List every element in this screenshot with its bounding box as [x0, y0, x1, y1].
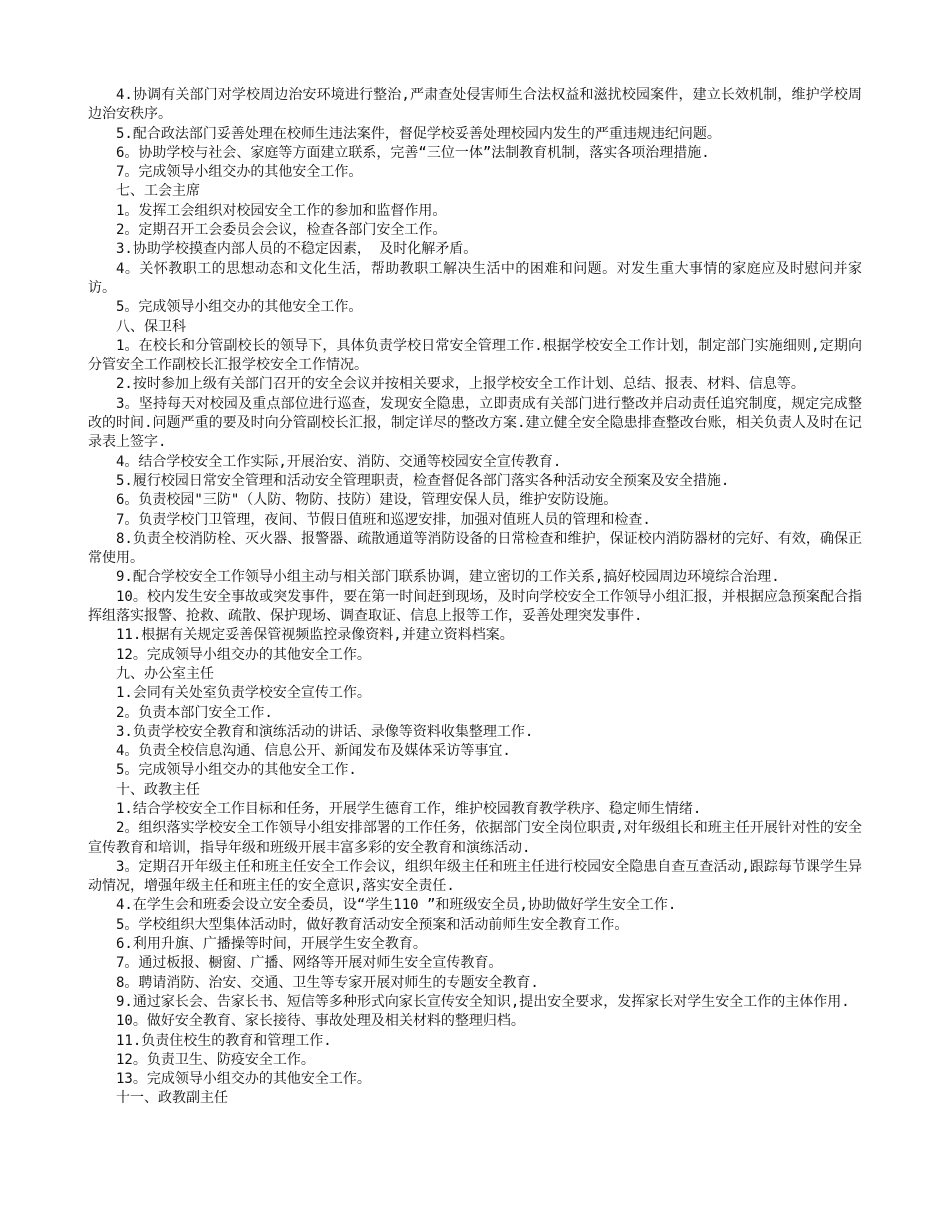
paragraph: 11.负责住校生的教育和管理工作. [116, 1032, 332, 1049]
paragraph: 8.负责全校消防栓、灭火器、报警器、疏散通道等消防设备的日常检查和维护，保证校内消防器材的完好、有效，确保正常使用。 [88, 530, 862, 567]
paragraph: 2.按时参加上级有关部门召开的安全会议并按相关要求，上报学校安全工作计划、总结、报表、材料、信息等。 [116, 376, 805, 393]
paragraph: 3.负责学校安全教育和演练活动的讲话、录像等资料收集整理工作. [116, 723, 534, 740]
paragraph: 5。完成领导小组交办的其他安全工作。 [116, 299, 363, 316]
paragraph: 11.根据有关规定妥善保管视频监控录像资料,并建立资料档案。 [116, 627, 514, 644]
paragraph: 8。聘请消防、治安、交通、卫生等专家开展对师生的专题安全教育. [116, 974, 539, 991]
paragraph: 6.利用升旗、广播操等时间，开展学生安全教育。 [116, 936, 427, 953]
paragraph: 7。负责学校门卫管理，夜间、节假日值班和巡逻安排，加强对值班人员的管理和检查. [116, 511, 651, 528]
section-heading: 十、政教主任 [116, 781, 200, 798]
paragraph: 1.结合学校安全工作目标和任务，开展学生德育工作，维护校园教育教学秩序、稳定师生情绪. [116, 800, 702, 817]
paragraph: 1。在校长和分管副校长的领导下，具体负责学校日常安全管理工作.根据学校安全工作计划，制定部门实施细则,定期向分管安全工作副校长汇报学校安全工作情况。 [88, 337, 862, 374]
paragraph: 2。组织落实学校安全工作领导小组安排部署的工作任务，依据部门安全岗位职责,对年级组长和班主任开展针对性的安全宣传教育和培训，指导年级和班级开展丰富多彩的安全教育和演练活动. [88, 820, 862, 856]
paragraph: 1。发挥工会组织对校园安全工作的参加和监督作用。 [116, 202, 447, 219]
paragraph: 9.配合学校安全工作领导小组主动与相关部门联系协调，建立密切的工作关系,搞好校园周边环境综合治理. [116, 569, 780, 586]
paragraph: 4。结合学校安全工作实际,开展治安、消防、交通等校园安全宣传教育. [116, 453, 562, 470]
paragraph: 7。完成领导小组交办的其他安全工作。 [116, 164, 363, 181]
paragraph: 12。负责卫生、防疫安全工作。 [116, 1051, 315, 1068]
paragraph: 3。坚持每天对校园及重点部位进行巡查，发现安全隐患，立即责成有关部门进行整改并启动责任追究制度，规定完成整改的时间.问题严重的要及时向分管副校长汇报，制定详尽的整改方案.建立健全安全隐患排查整改台账，相关负责人及时在记录表上签字. [88, 395, 862, 451]
paragraph: 4.在学生会和班委会设立安全委员，设“学生110 ”和班级安全员,协助做好学生安全工作. [116, 897, 677, 914]
paragraph: 4。负责全校信息沟通、信息公开、新闻发布及媒体采访等事宜. [116, 743, 511, 760]
section-heading: 九、办公室主任 [116, 665, 214, 682]
paragraph: 10。做好安全教育、家长接待、事故处理及相关材料的整理归档。 [116, 1013, 525, 1030]
paragraph: 5。学校组织大型集体活动时，做好教育活动安全预案和活动前师生安全教育工作。 [116, 916, 629, 933]
paragraph: 7。通过板报、橱窗、广播、网络等开展对师生安全宣传教育。 [116, 955, 503, 972]
paragraph: 3。定期召开年级主任和班主任安全工作会议，组织年级主任和班主任进行校园安全隐患自查互查活动,跟踪每节课学生异动情况，增强年级主任和班主任的安全意识,落实安全责任. [88, 858, 862, 895]
paragraph: 3.协助学校摸查内部人员的不稳定因素， 及时化解矛盾。 [116, 241, 478, 258]
paragraph: 9.通过家长会、告家长书、短信等多种形式向家长宣传安全知识,提出安全要求，发挥家长对学生安全工作的主体作用. [116, 993, 850, 1010]
section-heading: 七、工会主席 [116, 183, 200, 200]
paragraph: 10。校内发生安全事故或突发事件，要在第一时间赶到现场，及时向学校安全工作领导小组汇报，并根据应急预案配合指挥组落实报警、抢救、疏散、保护现场、调查取证、信息上报等工作，妥善处理突发事件. [88, 588, 862, 625]
paragraph: 6。协助学校与社会、家庭等方面建立联系，完善“三位一体”法制教育机制，落实各项治理措施. [116, 144, 710, 161]
section-heading: 八、保卫科 [116, 318, 186, 335]
paragraph: 5.配合政法部门妥善处理在校师生违法案件，督促学校妥善处理校园内发生的严重违规违纪问题。 [116, 125, 721, 142]
paragraph: 13。完成领导小组交办的其他安全工作。 [116, 1071, 371, 1088]
paragraph: 12。完成领导小组交办的其他安全工作。 [116, 646, 371, 663]
paragraph: 5.履行校园日常安全管理和活动安全管理职责，检查督促各部门落实各种活动安全预案及安全措施. [116, 472, 730, 489]
paragraph: 2。负责本部门安全工作. [116, 704, 273, 721]
paragraph: 4。关怀教职工的思想动态和文化生活，帮助教职工解决生活中的困难和问题。对发生重大事情的家庭应及时慰问并家访。 [88, 260, 862, 296]
paragraph: 2。定期召开工会委员会会议，检查各部门安全工作。 [116, 222, 447, 239]
section-heading: 十一、政教副主任 [116, 1090, 228, 1107]
paragraph: 5。完成领导小组交办的其他安全工作. [116, 762, 357, 779]
paragraph: 1.会同有关处室负责学校安全宣传工作。 [116, 685, 371, 702]
paragraph: 6。负责校园"三防"（人防、物防、技防）建设，管理安保人员，维护安防设施。 [116, 492, 618, 509]
document-body [88, 86, 862, 1109]
paragraph: 4.协调有关部门对学校周边治安环境进行整治,严肃查处侵害师生合法权益和滋扰校园案件，建立长效机制，维护学校周边治安秩序。 [88, 87, 862, 123]
